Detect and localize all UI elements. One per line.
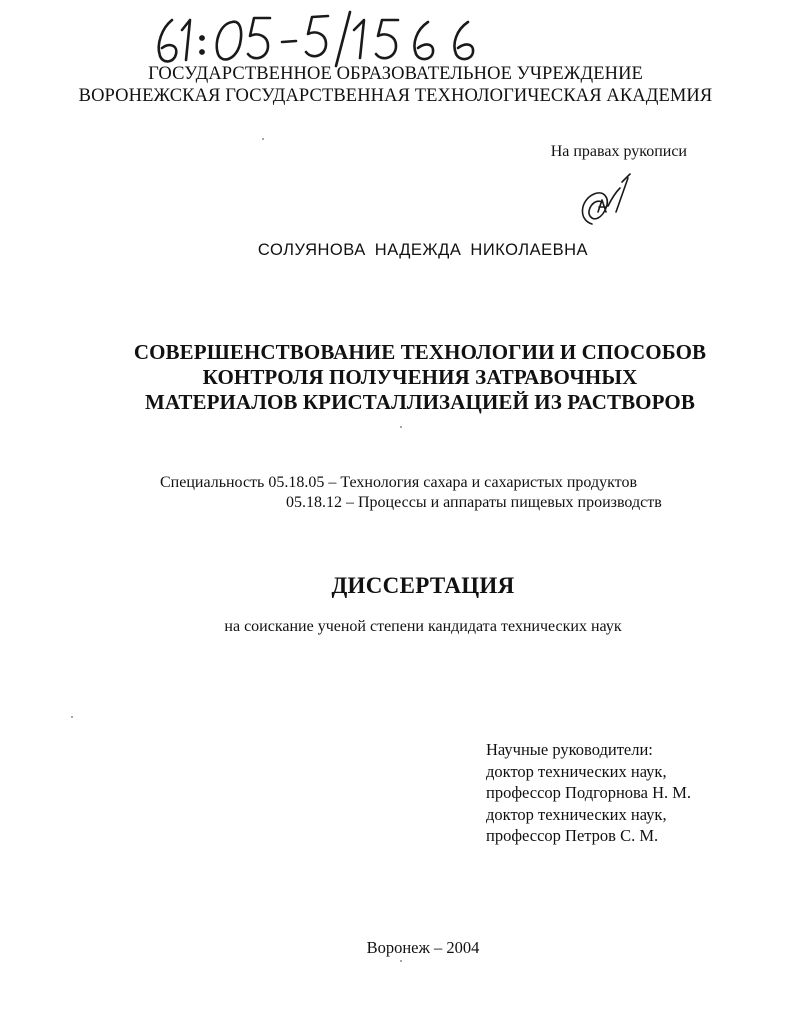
scan-speck bbox=[400, 426, 402, 428]
author-name: СОЛУЯНОВА НАДЕЖДА НИКОЛАЕВНА bbox=[257, 241, 589, 259]
scan-speck bbox=[262, 138, 264, 140]
dissertation-title bbox=[0, 340, 791, 415]
advisor-line-1: доктор технических наук, bbox=[486, 761, 667, 781]
advisor-line-2: профессор Подгорнова Н. М. bbox=[486, 783, 692, 802]
signature bbox=[572, 172, 642, 234]
specialty-line-2: 05.18.12 – Процессы и аппараты пищевых производств bbox=[286, 494, 662, 511]
handwritten-catalog-number bbox=[150, 8, 500, 70]
specialty-line-1: Специальность 05.18.05 – Технология сахара и сахаристых продуктов bbox=[160, 474, 637, 491]
advisors-heading: Научные руководители: bbox=[486, 740, 653, 759]
rights-note: На правах рукописи bbox=[550, 143, 687, 160]
institution-line-1: ГОСУДАРСТВЕННОЕ ОБРАЗОВАТЕЛЬНОЕ УЧРЕЖДЕНИЕ bbox=[148, 64, 643, 84]
scan-speck bbox=[71, 716, 73, 718]
degree-purpose: на соискание ученой степени кандидата технических наук bbox=[224, 618, 622, 635]
advisor-line-4: профессор Петров С. М. bbox=[486, 826, 659, 845]
title-line-1: СОВЕРШЕНСТВОВАНИЕ ТЕХНОЛОГИИ И СПОСОБОВ bbox=[133, 340, 707, 364]
scan-speck bbox=[400, 960, 402, 962]
title-line-2: КОНТРОЛЯ ПОЛУЧЕНИЯ ЗАТРАВОЧНЫХ bbox=[202, 365, 638, 389]
title-line-3: МАТЕРИАЛОВ КРИСТАЛЛИЗАЦИЕЙ ИЗ РАСТВОРОВ bbox=[145, 390, 695, 414]
institution-header bbox=[0, 63, 791, 107]
advisors-block bbox=[486, 739, 691, 847]
document-type: ДИССЕРТАЦИЯ bbox=[331, 573, 515, 598]
advisor-line-3: доктор технических наук, bbox=[486, 804, 667, 824]
institution-line-2: ВОРОНЕЖСКАЯ ГОСУДАРСТВЕННАЯ ТЕХНОЛОГИЧЕСКАЯ АКАДЕМИЯ bbox=[78, 86, 713, 106]
city-year: Воронеж – 2004 bbox=[366, 938, 480, 957]
